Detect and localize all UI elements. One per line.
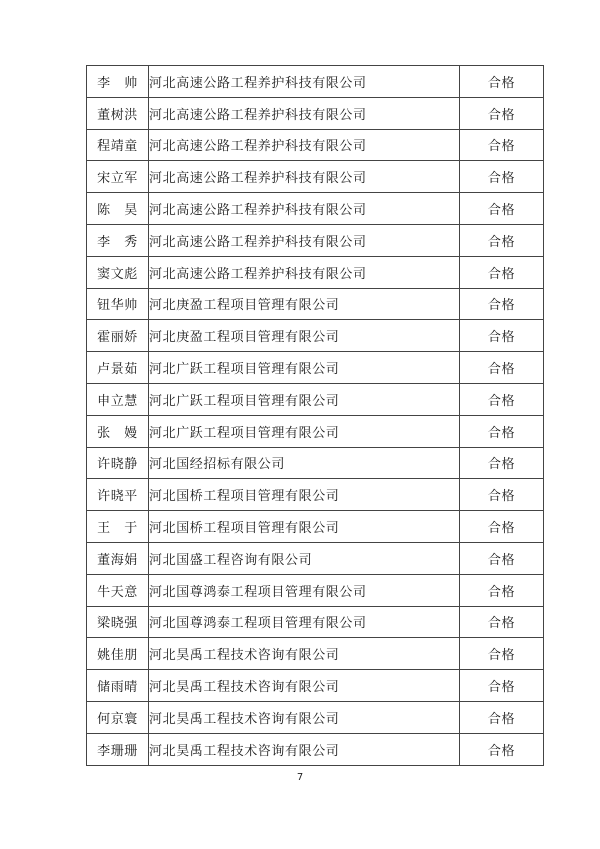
person-name-cell: 李 秀 bbox=[87, 224, 149, 256]
result-cell: 合格 bbox=[460, 670, 544, 702]
table-row bbox=[87, 415, 544, 447]
table-row bbox=[87, 701, 544, 733]
person-name-cell: 陈 昊 bbox=[87, 193, 149, 225]
table-row bbox=[87, 224, 544, 256]
result-cell: 合格 bbox=[460, 193, 544, 225]
table-row bbox=[87, 193, 544, 225]
result-cell: 合格 bbox=[460, 66, 544, 98]
table-row bbox=[87, 352, 544, 384]
table-row bbox=[87, 256, 544, 288]
company-name-cell: 河北昊禹工程技术咨询有限公司 bbox=[149, 638, 460, 670]
page-number: 7 bbox=[296, 772, 304, 783]
company-name-cell: 河北高速公路工程养护科技有限公司 bbox=[149, 193, 460, 225]
result-cell: 合格 bbox=[460, 415, 544, 447]
table-row bbox=[87, 320, 544, 352]
table-row bbox=[87, 383, 544, 415]
company-name-cell: 河北国桥工程项目管理有限公司 bbox=[149, 479, 460, 511]
company-name-cell: 河北高速公路工程养护科技有限公司 bbox=[149, 224, 460, 256]
result-cell: 合格 bbox=[460, 479, 544, 511]
result-cell: 合格 bbox=[460, 224, 544, 256]
company-name-cell: 河北高速公路工程养护科技有限公司 bbox=[149, 256, 460, 288]
company-name-cell: 河北昊禹工程技术咨询有限公司 bbox=[149, 701, 460, 733]
company-name-cell: 河北高速公路工程养护科技有限公司 bbox=[149, 129, 460, 161]
person-name-cell: 李 帅 bbox=[87, 66, 149, 98]
result-cell: 合格 bbox=[460, 733, 544, 765]
table-row bbox=[87, 447, 544, 479]
table-row bbox=[87, 511, 544, 543]
person-name-cell: 卢景茹 bbox=[87, 352, 149, 384]
company-name-cell: 河北高速公路工程养护科技有限公司 bbox=[149, 66, 460, 98]
person-name-cell: 钮华帅 bbox=[87, 288, 149, 320]
company-name-cell: 河北国经招标有限公司 bbox=[149, 447, 460, 479]
person-name-cell: 姚佳朋 bbox=[87, 638, 149, 670]
company-name-cell: 河北高速公路工程养护科技有限公司 bbox=[149, 161, 460, 193]
result-cell: 合格 bbox=[460, 161, 544, 193]
company-name-cell: 河北国尊鸿泰工程项目管理有限公司 bbox=[149, 574, 460, 606]
result-cell: 合格 bbox=[460, 288, 544, 320]
result-cell: 合格 bbox=[460, 383, 544, 415]
person-name-cell: 李珊珊 bbox=[87, 733, 149, 765]
company-name-cell: 河北高速公路工程养护科技有限公司 bbox=[149, 97, 460, 129]
person-name-cell: 梁晓强 bbox=[87, 606, 149, 638]
company-name-cell: 河北广跃工程项目管理有限公司 bbox=[149, 383, 460, 415]
result-cell: 合格 bbox=[460, 701, 544, 733]
company-name-cell: 河北庚盈工程项目管理有限公司 bbox=[149, 320, 460, 352]
person-name-cell: 牛天意 bbox=[87, 574, 149, 606]
person-name-cell: 王 于 bbox=[87, 511, 149, 543]
result-cell: 合格 bbox=[460, 129, 544, 161]
person-name-cell: 窦文彪 bbox=[87, 256, 149, 288]
company-name-cell: 河北昊禹工程技术咨询有限公司 bbox=[149, 670, 460, 702]
result-cell: 合格 bbox=[460, 574, 544, 606]
table-row bbox=[87, 733, 544, 765]
person-name-cell: 霍丽娇 bbox=[87, 320, 149, 352]
company-name-cell: 河北国尊鸿泰工程项目管理有限公司 bbox=[149, 606, 460, 638]
result-cell: 合格 bbox=[460, 511, 544, 543]
person-name-cell: 何京寰 bbox=[87, 701, 149, 733]
company-name-cell: 河北广跃工程项目管理有限公司 bbox=[149, 352, 460, 384]
result-cell: 合格 bbox=[460, 447, 544, 479]
result-cell: 合格 bbox=[460, 320, 544, 352]
result-cell: 合格 bbox=[460, 542, 544, 574]
table-row bbox=[87, 542, 544, 574]
person-name-cell: 申立慧 bbox=[87, 383, 149, 415]
qualification-table-body bbox=[87, 66, 544, 766]
person-name-cell: 许晓平 bbox=[87, 479, 149, 511]
qualification-table bbox=[86, 65, 544, 766]
person-name-cell: 许晓静 bbox=[87, 447, 149, 479]
table-row bbox=[87, 574, 544, 606]
table-row bbox=[87, 66, 544, 98]
table-row bbox=[87, 288, 544, 320]
person-name-cell: 董海娟 bbox=[87, 542, 149, 574]
person-name-cell: 程靖童 bbox=[87, 129, 149, 161]
table-row bbox=[87, 670, 544, 702]
person-name-cell: 储雨晴 bbox=[87, 670, 149, 702]
person-name-cell: 宋立军 bbox=[87, 161, 149, 193]
company-name-cell: 河北国桥工程项目管理有限公司 bbox=[149, 511, 460, 543]
result-cell: 合格 bbox=[460, 97, 544, 129]
company-name-cell: 河北广跃工程项目管理有限公司 bbox=[149, 415, 460, 447]
table-row bbox=[87, 479, 544, 511]
result-cell: 合格 bbox=[460, 352, 544, 384]
company-name-cell: 河北庚盈工程项目管理有限公司 bbox=[149, 288, 460, 320]
table-row bbox=[87, 638, 544, 670]
company-name-cell: 河北昊禹工程技术咨询有限公司 bbox=[149, 733, 460, 765]
table-row bbox=[87, 129, 544, 161]
result-cell: 合格 bbox=[460, 606, 544, 638]
result-cell: 合格 bbox=[460, 638, 544, 670]
person-name-cell: 董树洪 bbox=[87, 97, 149, 129]
company-name-cell: 河北国盛工程咨询有限公司 bbox=[149, 542, 460, 574]
table-row bbox=[87, 97, 544, 129]
table-row bbox=[87, 606, 544, 638]
table-row bbox=[87, 161, 544, 193]
result-cell: 合格 bbox=[460, 256, 544, 288]
person-name-cell: 张 嫚 bbox=[87, 415, 149, 447]
